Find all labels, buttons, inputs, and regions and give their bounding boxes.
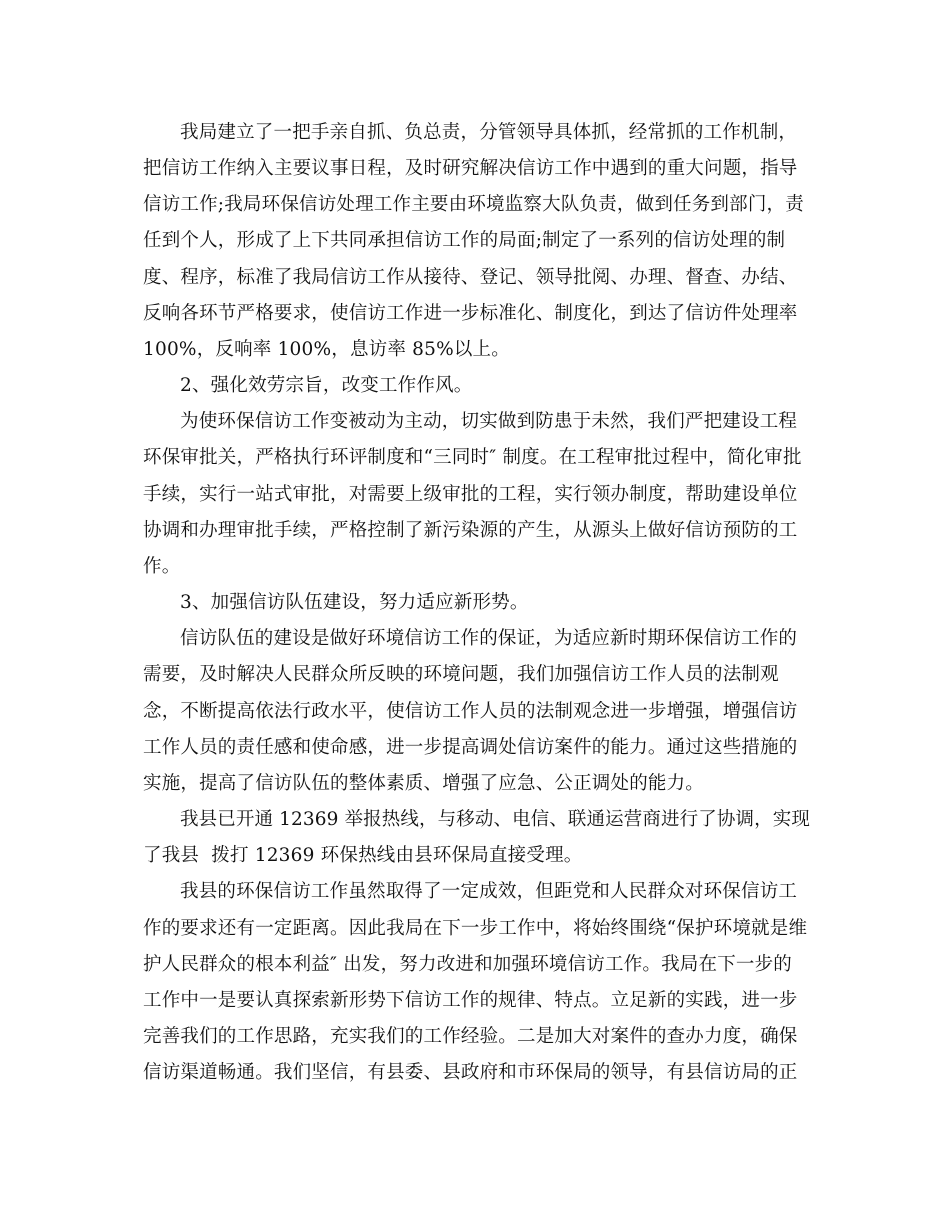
text-line: 环保审批关，严格执行环评制度和“三同时″ 制度。在工程审批过程中，简化审批 (143, 447, 802, 468)
text-line: 信访队伍的建设是做好环境信访工作的保证，为适应新时期环保信访工作的 (180, 628, 798, 649)
text-line: 工作中一是要认真探索新形势下信访工作的规律、特点。立足新的实践，进一步 (143, 990, 798, 1011)
text-line: 念，不断提高依法行政水平，使信访工作人员的法制观念进一步增强，增强信访 (143, 701, 798, 722)
text-line: 作。 (143, 556, 181, 577)
text-line: 我县已开通 12369 举报热线，与移动、电信、联通运营商进行了协调，实现 (180, 809, 810, 830)
text-line: 我局建立了一把手亲自抓、负总责，分管领导具体抓，经常抓的工作机制， (180, 122, 798, 143)
text-line: 工作人员的责任感和使命感，进一步提高调处信访案件的能力。通过这些措施的 (143, 737, 798, 758)
text-line: 协调和办理审批手续，严格控制了新污染源的产生，从源头上做好信访预防的工 (143, 520, 798, 541)
text-line: 任到个人，形成了上下共同承担信访工作的局面;制定了一系列的信访处理的制 (143, 230, 786, 251)
text-line: 作的要求还有一定距离。因此我局在下一步工作中，将始终围绕“保护环境就是维 (143, 918, 808, 939)
text-line: 实施，提高了信访队伍的整体素质、增强了应急、公正调处的能力。 (143, 773, 705, 794)
text-line: 100%，反响率 100%，息访率 85%以上。 (143, 339, 510, 360)
text-line: 了我县 拨打 12369 环保热线由县环保局直接受理。 (143, 845, 583, 866)
text-line: 信访工作;我局环保信访处理工作主要由环境监察大队负责，做到任务到部门，责 (143, 194, 804, 215)
section-heading: 2、强化效劳宗旨，改变工作作风。 (180, 375, 473, 396)
text-line: 我县的环保信访工作虽然取得了一定成效，但距党和人民群众对环保信访工 (180, 881, 798, 902)
text-line: 完善我们的工作思路，充实我们的工作经验。二是加大对案件的查办力度，确保 (143, 1026, 798, 1047)
text-line: 手续，实行一站式审批，对需要上级审批的工程，实行领办制度，帮助建设单位 (143, 484, 798, 505)
text-line: 反响各环节严格要求，使信访工作进一步标准化、制度化，到达了信访件处理率 (143, 303, 798, 324)
section-heading: 3、加强信访队伍建设，努力适应新形势。 (180, 592, 529, 613)
text-line: 需要，及时解决人民群众所反映的环境问题，我们加强信访工作人员的法制观 (143, 664, 779, 685)
text-line: 度、程序，标准了我局信访工作从接待、登记、领导批阅、办理、督查、办结、 (143, 267, 798, 288)
text-line: 把信访工作纳入主要议事日程，及时研究解决信访工作中遇到的重大问题，指导 (143, 158, 798, 179)
text-line: 为使环保信访工作变被动为主动，切实做到防患于未然，我们严把建设工程 (180, 411, 798, 432)
text-line: 信访渠道畅通。我们坚信，有县委、县政府和市环保局的领导，有县信访局的正 (143, 1062, 798, 1083)
text-line: 护人民群众的根本利益″ 出发，努力改进和加强环境信访工作。我局在下一步的 (143, 954, 792, 975)
